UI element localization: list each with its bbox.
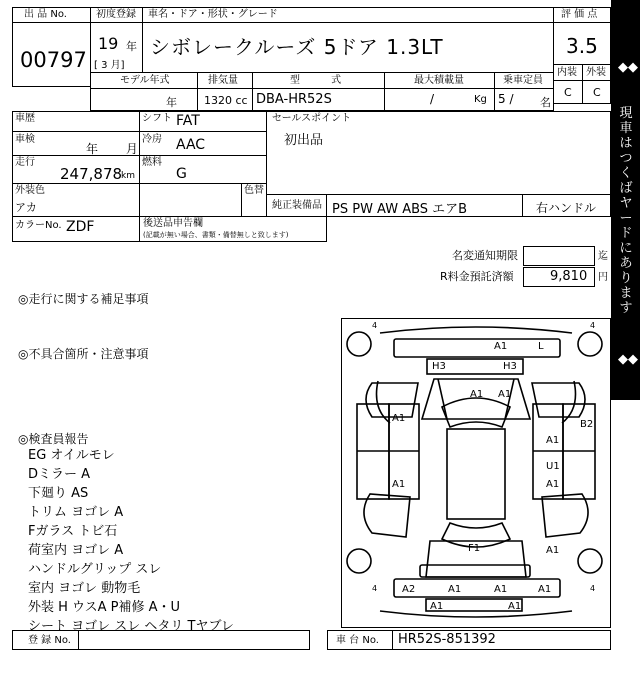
model-year-label: モデル年式 bbox=[120, 75, 170, 86]
inspection-value: 年 月 bbox=[86, 142, 138, 156]
lot-number: 00797 bbox=[20, 48, 87, 72]
inspector-list bbox=[28, 446, 234, 636]
defects-label: ◎不具合箇所・注意事項 bbox=[18, 347, 149, 361]
exterior-grade: C bbox=[593, 86, 601, 99]
max-load-label: 最大積載量 bbox=[414, 75, 464, 86]
notice-field bbox=[523, 246, 595, 266]
inspection-label: 車検 bbox=[15, 134, 35, 145]
inspector-line: 荷室内 ヨゴレ A bbox=[28, 543, 124, 558]
reg-year-unit: 年 bbox=[126, 40, 137, 53]
damage-mark: L bbox=[538, 341, 544, 352]
chassis-number: HR52S-851392 bbox=[398, 632, 496, 647]
banner-diamonds-bottom: ◆◆ bbox=[618, 352, 638, 367]
docs-note: (記載が無い場合、書類・備替無しと致します) bbox=[143, 231, 289, 239]
max-load-unit: Kg bbox=[474, 94, 487, 105]
docs-label: 後送品申告欄 bbox=[143, 218, 203, 229]
recycle-label: R料金預託済額 bbox=[440, 270, 514, 283]
banner-diamonds-top: ◆◆ bbox=[618, 60, 638, 75]
inspector-line: Fガラス トビ石 bbox=[28, 524, 118, 539]
exterior-label: 外装 bbox=[586, 67, 606, 78]
recolor-label: 色替 bbox=[244, 185, 264, 196]
damage-mark: A1 bbox=[494, 584, 508, 595]
inspector-line: トリム ヨゴレ A bbox=[28, 505, 124, 520]
inspector-line: ハンドルグリップ スレ bbox=[28, 562, 162, 577]
grade: 3.5 bbox=[566, 34, 598, 58]
grade-label: 評 価 点 bbox=[561, 9, 598, 20]
reg-year: 19 bbox=[98, 34, 119, 53]
damage-mark: A1 bbox=[448, 584, 462, 595]
displacement: 1320 cc bbox=[204, 94, 248, 107]
equipment-label: 純正装備品 bbox=[272, 200, 322, 211]
shift: FAT bbox=[176, 113, 200, 129]
car-diagram bbox=[341, 318, 611, 628]
damage-mark: A1 bbox=[546, 479, 560, 490]
damage-mark: A1 bbox=[430, 601, 444, 612]
interior-label: 内装 bbox=[557, 67, 577, 78]
damage-mark: A1 bbox=[546, 435, 560, 446]
inspector-line: 外装 H ウスA P補修 A・U bbox=[28, 600, 181, 615]
max-load: / bbox=[430, 92, 435, 106]
mileage-label: 走行 bbox=[15, 157, 35, 168]
notice-unit: 迄 bbox=[598, 251, 608, 262]
tire-fl-label: 4 bbox=[372, 321, 378, 330]
damage-mark: A1 bbox=[494, 341, 508, 352]
damage-mark: U1 bbox=[546, 461, 560, 472]
fuel: G bbox=[176, 166, 187, 182]
sales-point: 初出品 bbox=[284, 133, 324, 148]
damage-mark: A1 bbox=[508, 601, 522, 612]
capacity-label: 乗車定員 bbox=[503, 75, 543, 86]
inspector-line: 室内 ヨゴレ 動物毛 bbox=[28, 581, 141, 596]
history-label: 車歴 bbox=[15, 113, 35, 124]
capacity: 5 / bbox=[498, 92, 514, 106]
mileage-unit: km bbox=[121, 171, 135, 181]
damage-mark: A1 bbox=[546, 545, 560, 556]
tire-rr-label: 4 bbox=[590, 584, 596, 593]
type-value: DBA-HR52S bbox=[256, 92, 332, 107]
car-outline bbox=[342, 319, 610, 627]
damage-mark: F1 bbox=[468, 543, 481, 554]
notice-label: 名変通知期限 bbox=[452, 249, 518, 262]
model-year-unit: 年 bbox=[166, 96, 177, 109]
color-no: ZDF bbox=[66, 219, 95, 235]
capacity-unit: 名 bbox=[540, 96, 551, 109]
damage-mark: A1 bbox=[470, 389, 484, 400]
lot-label: 出 品 No. bbox=[24, 9, 67, 20]
steering: 右ハンドル bbox=[536, 201, 597, 215]
damage-mark: H3 bbox=[503, 361, 517, 372]
fuel-label: 燃料 bbox=[142, 157, 162, 168]
shift-label: シフト bbox=[142, 113, 172, 124]
reg-month: [ 3 月] bbox=[94, 60, 125, 71]
car-name: シボレークルーズ 5ドア 1.3LT bbox=[150, 35, 444, 59]
color-no-label: カラーNo. bbox=[15, 220, 62, 231]
tire-rl-label: 4 bbox=[372, 584, 378, 593]
inspector-line: シート ヨゴレ スレ ヘタリ Tヤブレ bbox=[28, 619, 234, 634]
interior-grade: C bbox=[564, 86, 572, 99]
banner-text: 現車はつくばヤードにあります bbox=[619, 106, 633, 316]
inspector-line: Dミラー A bbox=[28, 467, 91, 482]
recycle-unit: 円 bbox=[598, 272, 608, 283]
location-banner bbox=[611, 0, 640, 400]
damage-mark: A1 bbox=[538, 584, 552, 595]
color-box bbox=[12, 183, 267, 217]
displacement-label: 排気量 bbox=[208, 75, 238, 86]
inspector-line: 下廻り AS bbox=[28, 486, 89, 501]
exterior-color-label: 外装色 bbox=[15, 185, 45, 196]
aircon-label: 冷房 bbox=[142, 134, 162, 145]
damage-mark: A1 bbox=[392, 413, 406, 424]
inspector-label: ◎検査員報告 bbox=[18, 432, 89, 446]
recycle-value: 9,810 bbox=[550, 269, 588, 284]
damage-mark: B2 bbox=[580, 419, 594, 430]
sales-point-label: セールスポイント bbox=[272, 113, 352, 124]
damage-mark: A2 bbox=[402, 584, 416, 595]
registration-label: 登 録 No. bbox=[28, 635, 71, 646]
supplement-label: ◎走行に関する補足事項 bbox=[18, 292, 149, 306]
damage-mark: A1 bbox=[498, 389, 512, 400]
car-name-label: 車名・ドア・形状・グレード bbox=[148, 9, 278, 20]
mileage: 247,878 bbox=[60, 165, 123, 183]
first-reg-label: 初度登録 bbox=[96, 9, 136, 20]
aircon: AAC bbox=[176, 137, 206, 153]
tire-fr-label: 4 bbox=[590, 321, 596, 330]
damage-mark: A1 bbox=[392, 479, 406, 490]
inspector-line: EG オイルモレ bbox=[28, 448, 115, 463]
type-label: 型 式 bbox=[290, 75, 356, 86]
equipment: PS PW AW ABS エアB bbox=[332, 202, 468, 217]
exterior-color: アカ bbox=[15, 201, 37, 214]
chassis-label: 車 台 No. bbox=[336, 635, 379, 646]
damage-mark: H3 bbox=[432, 361, 446, 372]
